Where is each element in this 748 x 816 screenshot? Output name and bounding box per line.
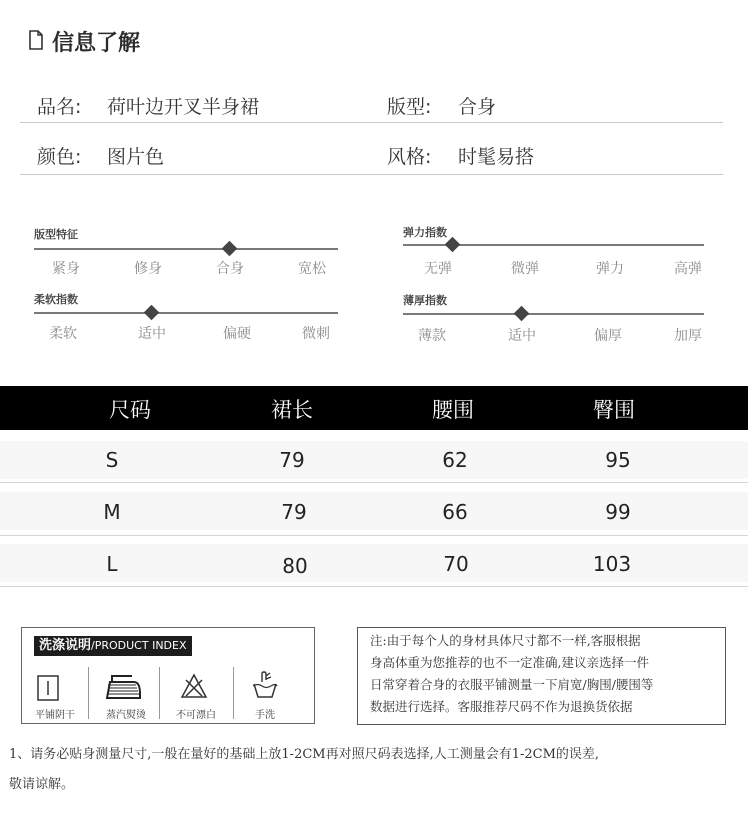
header-skirt-length: 裙长	[271, 398, 313, 422]
name-label: 品名:	[37, 96, 82, 118]
scale-title-thickness: 薄厚指数	[403, 294, 447, 307]
table-cell: 103	[592, 552, 632, 576]
note-text	[370, 630, 718, 718]
fit-label: 版型:	[387, 96, 432, 118]
separator	[233, 667, 234, 719]
wash-title-en: /PRODUCT INDEX	[91, 639, 187, 652]
footer-line: 1、请务必贴身测量尺寸,一般在量好的基础上放1-2CM再对照尺码表选择,人工测量会有1-2CM的误差,	[9, 747, 600, 762]
scale-option-selected: 适中	[138, 326, 166, 342]
table-cell: 62	[442, 448, 468, 472]
name-value: 荷叶边开叉半身裙	[107, 96, 260, 118]
table-cell: S	[105, 448, 119, 472]
scale-option: 修身	[134, 261, 162, 277]
scale-option: 微刺	[302, 326, 330, 342]
fit-value: 合身	[458, 96, 497, 118]
table-cell: 70	[443, 552, 469, 576]
footer-note	[9, 740, 747, 800]
scale-title-softness: 柔软指数	[34, 293, 78, 306]
divider	[20, 174, 723, 175]
scale-option-selected: 无弹	[424, 261, 452, 277]
wash-label: 平铺阴干	[35, 710, 75, 721]
steam-iron-icon	[104, 672, 144, 702]
hand-wash-icon	[250, 670, 280, 700]
scale-option: 薄款	[418, 328, 446, 344]
row-divider	[0, 535, 748, 536]
style-label: 风格:	[387, 146, 432, 168]
row-divider	[0, 586, 748, 587]
scale-option: 高弹	[674, 261, 702, 277]
header-size: 尺码	[109, 398, 151, 422]
no-bleach-icon	[180, 672, 208, 700]
section-title: 信息了解	[52, 31, 141, 56]
scale-marker	[222, 241, 238, 257]
table-cell: 66	[442, 500, 468, 524]
note-line: 数据进行选择。客服推荐尺码不作为退换货依据	[370, 699, 633, 714]
footer-line: 敬请谅解。	[9, 777, 75, 792]
scale-marker	[144, 305, 160, 321]
color-label: 颜色:	[37, 146, 82, 168]
separator	[159, 667, 160, 719]
wash-label: 蒸汽熨烫	[106, 710, 146, 721]
scale-track	[34, 248, 338, 250]
color-value: 图片色	[107, 146, 165, 168]
style-value: 时髦易搭	[458, 146, 535, 168]
scale-option: 偏硬	[223, 326, 251, 342]
table-cell: 95	[605, 448, 631, 472]
scale-option: 柔软	[49, 326, 77, 342]
document-icon	[29, 30, 43, 50]
flat-dry-icon	[36, 674, 60, 702]
scale-title-elasticity: 弹力指数	[403, 226, 447, 239]
scale-option: 宽松	[298, 261, 326, 277]
scale-marker	[445, 237, 461, 253]
wash-label: 不可漂白	[176, 710, 216, 721]
scale-option: 加厚	[674, 328, 702, 344]
wash-title-cn: 洗涤说明	[39, 638, 92, 653]
note-line: 身高体重为您推荐的也不一定准确,建议亲选择一件	[370, 655, 649, 670]
wash-label: 手洗	[255, 710, 275, 721]
note-line: 日常穿着合身的衣服平铺测量一下肩宽/胸围/腰围等	[370, 677, 654, 692]
scale-option-selected: 合身	[216, 261, 244, 277]
separator	[88, 667, 89, 719]
scale-track	[34, 312, 338, 314]
scale-option: 微弹	[511, 261, 539, 277]
scale-option: 偏厚	[594, 328, 622, 344]
table-cell: L	[106, 552, 118, 576]
wash-title	[34, 636, 192, 656]
table-cell: 79	[279, 448, 305, 472]
header-waist: 腰围	[432, 398, 474, 422]
table-cell: 79	[281, 500, 307, 524]
note-line: 注:由于每个人的身材具体尺寸都不一样,客服根据	[370, 633, 641, 648]
scale-track	[403, 313, 704, 315]
header-hip: 臀围	[593, 398, 635, 422]
scale-title-fit: 版型特征	[34, 228, 78, 241]
table-cell: 80	[282, 554, 308, 578]
scale-option: 紧身	[52, 261, 80, 277]
scale-marker	[514, 306, 530, 322]
row-divider	[0, 482, 748, 483]
scale-option: 弹力	[596, 261, 624, 277]
divider	[20, 122, 723, 123]
scale-option-selected: 适中	[508, 328, 536, 344]
table-cell: 99	[605, 500, 631, 524]
table-cell: M	[103, 500, 121, 524]
